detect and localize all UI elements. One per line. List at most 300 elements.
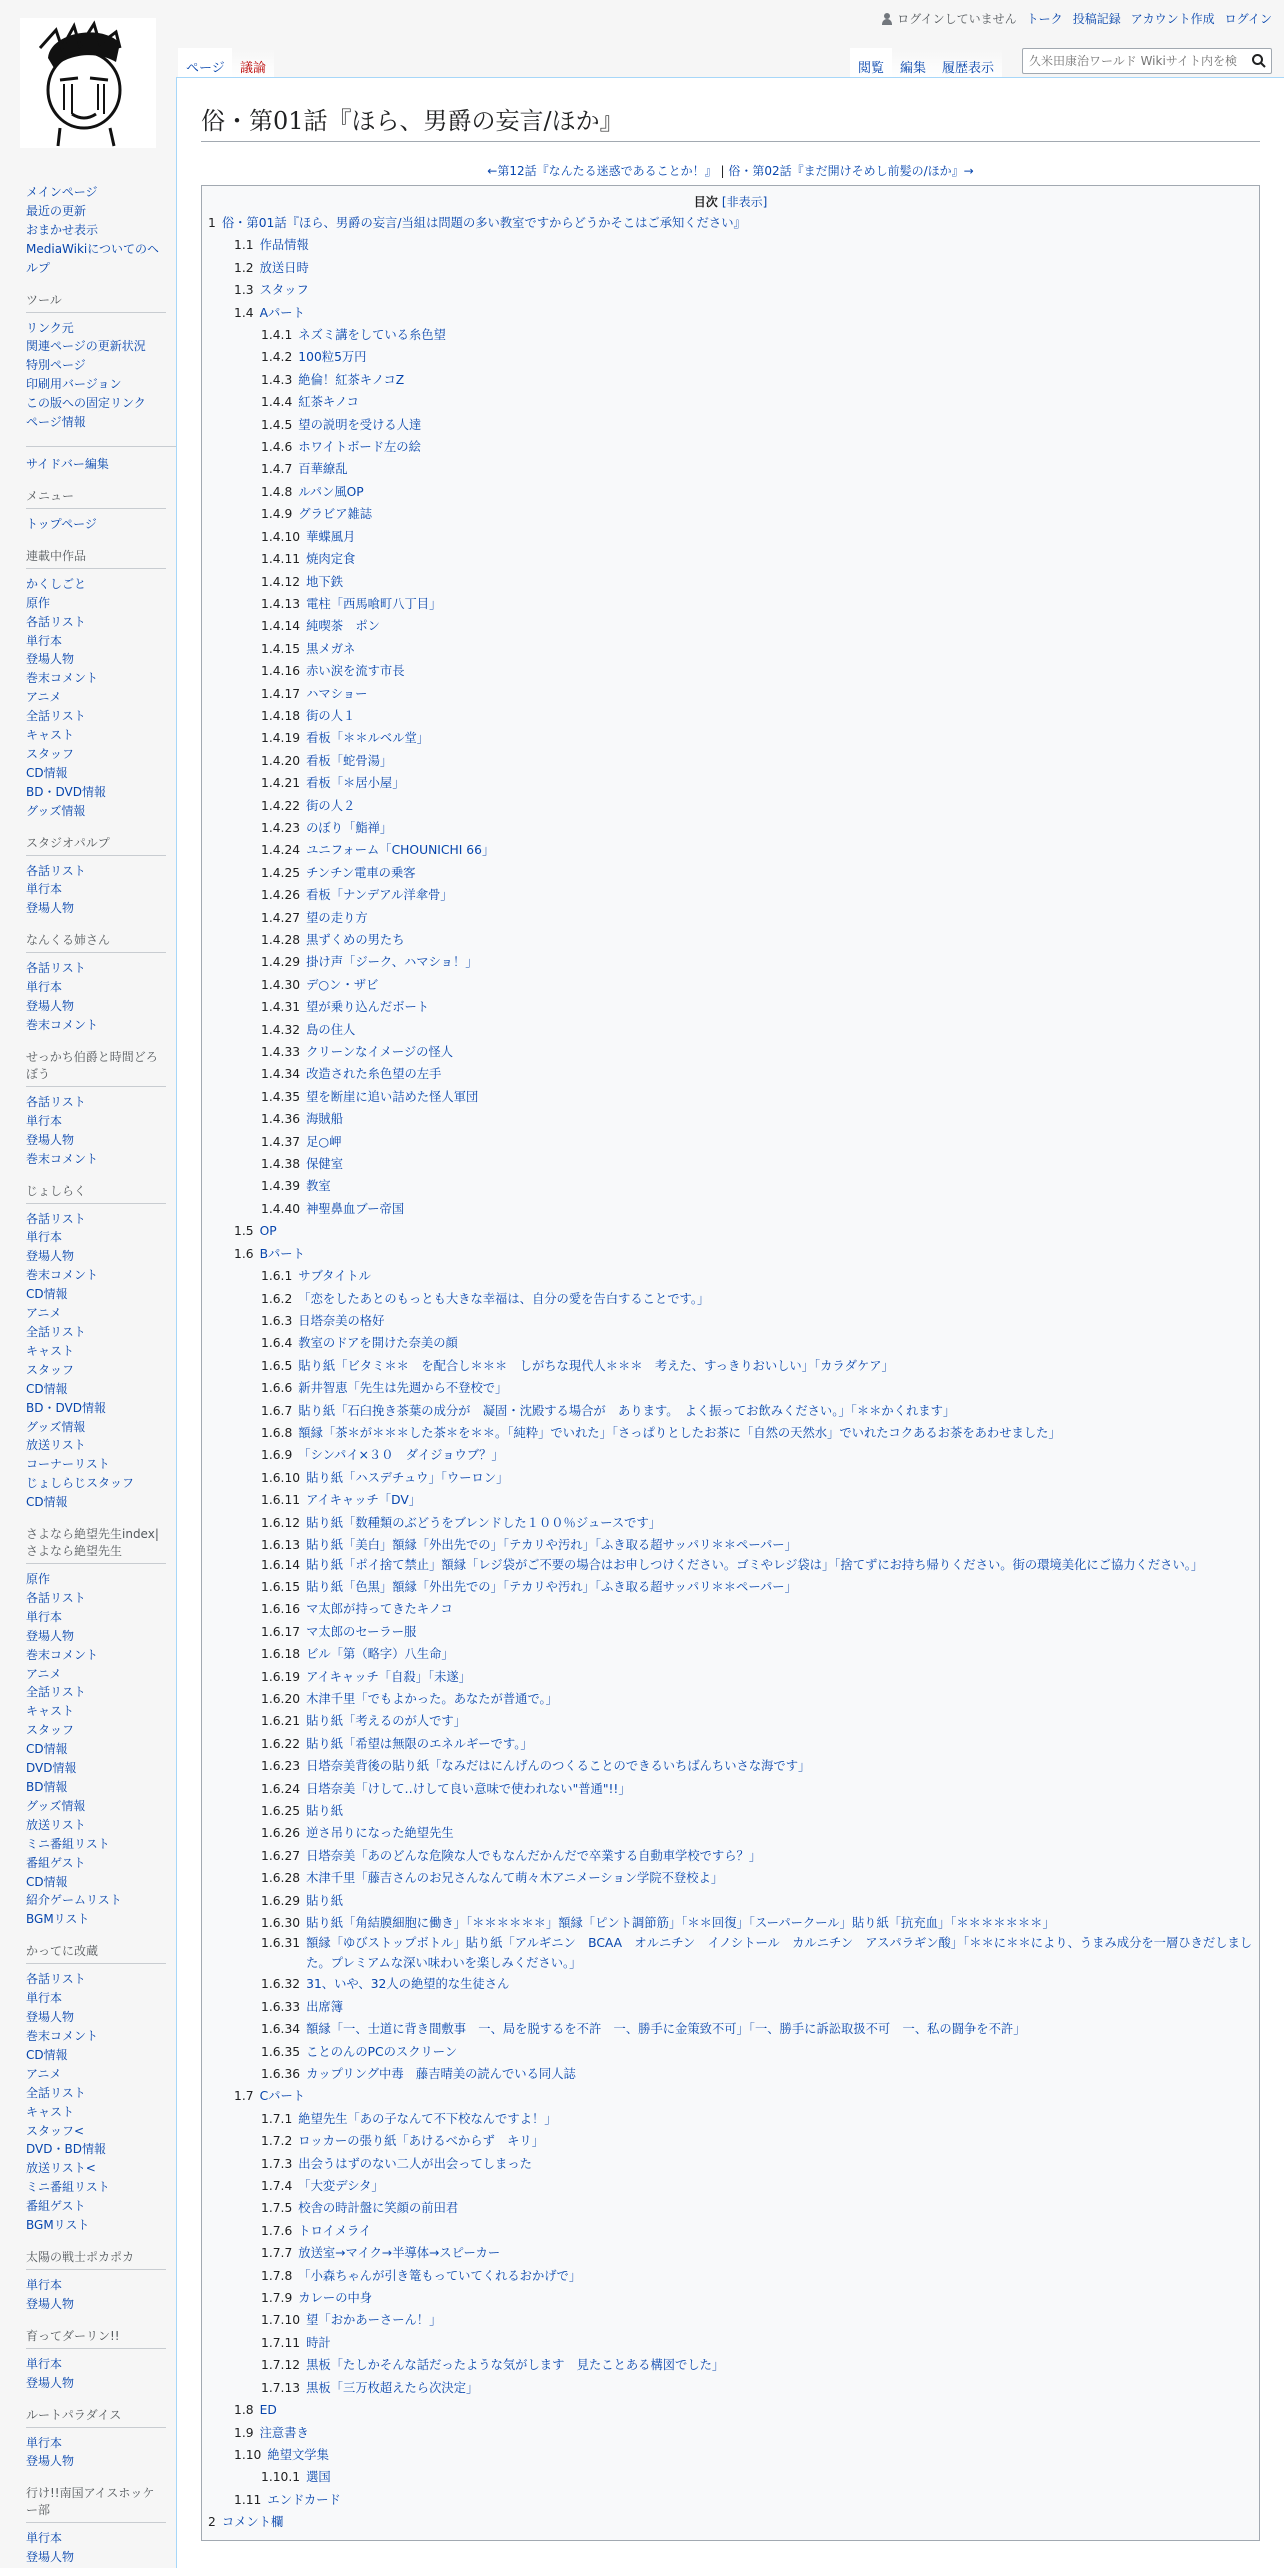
toc-link[interactable]	[261, 731, 429, 745]
toc-link[interactable]	[261, 373, 404, 387]
toc-link[interactable]	[261, 1359, 894, 1373]
toc-link[interactable]	[261, 2157, 532, 2171]
sidebar-portal	[0, 488, 176, 534]
toc-link[interactable]	[261, 485, 364, 499]
sidebar-link[interactable]: CD情報	[26, 1287, 68, 1302]
toc-link[interactable]	[261, 507, 372, 521]
sidebar-link[interactable]: 登場人物	[26, 1628, 75, 1643]
toc-link[interactable]	[261, 1894, 343, 1908]
sidebar-item	[26, 2140, 166, 2159]
toc-number: 1.6.28	[261, 1871, 301, 1886]
site-logo[interactable]	[20, 18, 156, 148]
sidebar-portal	[0, 932, 176, 1035]
toc-number: 1.6.1	[261, 1269, 293, 1284]
toc-link[interactable]	[261, 2470, 331, 2484]
toc-link[interactable]	[261, 1135, 341, 1149]
sidebar-link[interactable]: 原作	[26, 1572, 51, 1587]
toc-link[interactable]	[261, 1647, 454, 1661]
toc-link[interactable]	[261, 395, 359, 409]
toc-link[interactable]	[261, 2045, 457, 2059]
toc-toggle-link[interactable]: [非表示]	[721, 195, 768, 209]
toc-link[interactable]	[261, 799, 355, 813]
toc-link[interactable]	[261, 1804, 343, 1818]
sidebar-item	[26, 959, 166, 978]
toc-number: 1.4.38	[261, 1157, 301, 1172]
toc-link[interactable]	[261, 2067, 576, 2081]
sidebar-link[interactable]: アニメ	[26, 1306, 62, 1321]
sidebar-link[interactable]: 登場人物	[26, 999, 75, 1014]
tab-page[interactable]: ページ	[178, 48, 233, 78]
sidebar-link[interactable]: 全話リスト	[26, 709, 86, 724]
sidebar-link[interactable]: スタッフ	[26, 1723, 75, 1738]
sidebar-link[interactable]: 単行本	[26, 2356, 63, 2371]
toc-number: 1.6.5	[261, 1358, 293, 1373]
toc-number: 1.1	[234, 238, 254, 253]
toc-number: 1.4.36	[261, 1112, 301, 1127]
toc-item	[208, 2085, 1253, 2107]
toc-link[interactable]	[261, 2381, 478, 2395]
create-account-link[interactable]: アカウント作成	[1130, 12, 1215, 26]
sidebar-item	[26, 413, 166, 432]
sidebar-link[interactable]: 最近の更新	[26, 203, 87, 218]
sidebar-link[interactable]: 巻末コメント	[26, 1151, 99, 1166]
toc-link[interactable]	[261, 2291, 372, 2305]
next-episode-link[interactable]: 俗・第02話『まだ開けそめし前髪の/ほか』→	[728, 164, 974, 178]
toc-link[interactable]	[261, 1314, 384, 1328]
toc-number: 1.6.31	[261, 1936, 301, 1951]
toc-link[interactable]	[261, 843, 494, 857]
toc-link[interactable]	[261, 1045, 453, 1059]
sidebar-link[interactable]: 単行本	[26, 1113, 63, 1128]
toc-text: エンドカード	[267, 2492, 341, 2507]
sidebar-link[interactable]: リンク元	[26, 320, 74, 335]
toc-link[interactable]	[261, 687, 367, 701]
sidebar-link[interactable]: 単行本	[26, 2435, 63, 2450]
toc-link[interactable]	[261, 1292, 709, 1306]
sidebar-link[interactable]: 登場人物	[26, 1132, 75, 1147]
sidebar-link[interactable]: 紹介ゲームリスト	[26, 1893, 122, 1908]
tab-discussion[interactable]: 議論	[232, 48, 274, 78]
toc-link[interactable]	[261, 2246, 500, 2260]
sidebar-link[interactable]: 巻末コメント	[26, 1018, 99, 1032]
sidebar-item	[26, 356, 166, 375]
toc-link[interactable]	[261, 1759, 810, 1773]
toc-text: 木津千里「藤吉さんのお兄さんなんて萌々木アニメーション学院不登校よ」	[306, 1871, 724, 1886]
sidebar-link[interactable]: 番組ゲスト	[26, 2199, 86, 2214]
toc-link[interactable]	[261, 552, 355, 566]
sidebar-link[interactable]: ミニ番組リスト	[26, 1836, 110, 1851]
toc-link[interactable]	[261, 440, 421, 454]
toc-link[interactable]	[261, 619, 380, 633]
toc-number: 1.4.8	[261, 484, 293, 499]
toc-link[interactable]	[261, 575, 343, 589]
toc-text: 紅茶キノコ	[298, 395, 359, 410]
toc-link[interactable]	[261, 888, 453, 902]
toc-link[interactable]	[261, 1625, 416, 1639]
toc-link[interactable]	[261, 911, 368, 925]
toc-item	[208, 369, 1253, 391]
contribs-link[interactable]: 投稿記録	[1072, 12, 1121, 26]
toc-link[interactable]	[234, 2426, 309, 2440]
sidebar-link[interactable]: キャスト	[26, 1704, 75, 1719]
toc-link[interactable]	[261, 1714, 466, 1728]
toc-link[interactable]	[261, 866, 416, 880]
search-icon[interactable]	[1251, 53, 1267, 69]
sidebar-item	[26, 1778, 166, 1797]
toc-item	[208, 907, 1253, 929]
toc-link[interactable]	[261, 1381, 507, 1395]
sidebar-item	[26, 802, 166, 821]
toc-link[interactable]	[261, 1179, 331, 1193]
sidebar-heading: スタジオパルプ	[26, 835, 166, 856]
sidebar-link[interactable]: CD情報	[26, 2047, 68, 2062]
toc-number: 1.6.15	[261, 1579, 301, 1594]
toc-link[interactable]	[261, 821, 392, 835]
sidebar-link[interactable]: スタッフ	[26, 746, 75, 761]
toc-item	[208, 1489, 1253, 1511]
sidebar-link[interactable]: トップページ	[26, 516, 97, 531]
sidebar-link[interactable]: 単行本	[26, 1991, 63, 2006]
sidebar-link[interactable]: キャスト	[26, 728, 75, 743]
sidebar-portal	[0, 1526, 176, 1929]
toc-text: ビル「第（略字）八生命」	[306, 1647, 454, 1662]
toc-link[interactable]	[261, 2358, 724, 2372]
toc-item	[208, 795, 1253, 817]
sidebar-link[interactable]: 登場人物	[26, 2296, 75, 2311]
sidebar-link[interactable]: おまかせ表示	[26, 222, 99, 237]
sidebar-link[interactable]: 全話リスト	[26, 1685, 86, 1700]
toc-link[interactable]	[261, 978, 378, 992]
toc-link[interactable]	[261, 1849, 761, 1863]
toc-link[interactable]	[261, 2201, 458, 2215]
sidebar-heading: かってに改蔵	[26, 1943, 166, 1964]
toc-link[interactable]	[261, 1336, 458, 1350]
toc-link[interactable]	[261, 530, 355, 544]
toc-link[interactable]	[261, 462, 348, 476]
toc-link[interactable]	[261, 1000, 429, 1014]
toc-item	[208, 2377, 1253, 2399]
toc-number: 1.4.33	[261, 1045, 301, 1060]
toc-item	[208, 346, 1253, 368]
toc-link[interactable]	[261, 1023, 355, 1037]
toc-number: 1.10	[234, 2447, 262, 2462]
toc-link[interactable]	[261, 350, 366, 364]
toc-item	[208, 862, 1253, 884]
toc-link[interactable]	[261, 1404, 955, 1418]
sidebar-link[interactable]: 各話リスト	[26, 1590, 86, 1605]
prev-episode-link[interactable]: ←第12話『なんたる迷惑であることか！』	[487, 164, 717, 178]
sidebar-link[interactable]: 原作	[26, 595, 51, 610]
sidebar-link[interactable]: CD情報	[26, 1495, 68, 1510]
toc-link[interactable]	[261, 2134, 544, 2148]
sidebar-link[interactable]: 放送リスト	[26, 1438, 86, 1453]
toc-link[interactable]	[261, 1556, 1203, 1576]
sidebar-link[interactable]: メインページ	[26, 185, 98, 199]
toc-text: 逆さ吊りになった絶望先生	[306, 1826, 454, 1841]
sidebar-link[interactable]: アニメ	[26, 2066, 62, 2081]
toc-link[interactable]	[261, 1916, 1055, 1930]
toc-link[interactable]	[234, 2403, 277, 2417]
toc-text: 保健室	[306, 1157, 344, 1172]
sidebar-link[interactable]: CD情報	[26, 1742, 68, 1757]
sidebar-item	[26, 1247, 166, 1266]
toc-item	[208, 884, 1253, 906]
sidebar-link[interactable]: CD情報	[26, 1381, 68, 1396]
toc-link[interactable]	[234, 2493, 341, 2507]
toc-number: 1.4.31	[261, 1000, 301, 1015]
sidebar-item	[26, 1702, 166, 1721]
toc-link[interactable]	[234, 1224, 277, 1238]
toc-number: 1.4	[234, 305, 254, 320]
toc-link[interactable]	[261, 754, 392, 768]
tab-read[interactable]: 閲覧	[850, 48, 892, 78]
toc-link[interactable]	[261, 933, 405, 947]
toc-text: 貼り紙	[306, 1893, 344, 1908]
toc-link[interactable]	[261, 2022, 1026, 2036]
talk-link[interactable]: トーク	[1026, 12, 1063, 26]
toc-link[interactable]	[261, 1090, 478, 1104]
sidebar-link[interactable]: 単行本	[26, 882, 63, 897]
toc-link[interactable]	[261, 2000, 343, 2014]
sidebar-item	[26, 1150, 166, 1169]
sidebar-link[interactable]: CD情報	[26, 1874, 68, 1889]
toc-link[interactable]	[261, 2336, 331, 2350]
sidebar-item	[26, 707, 166, 726]
toc-link[interactable]	[261, 955, 478, 969]
toc-text: コメント欄	[221, 2515, 284, 2530]
toc-number: 1.7.10	[261, 2313, 301, 2328]
toc-link[interactable]	[261, 1112, 343, 1126]
sidebar-link[interactable]: BD・DVD情報	[26, 784, 106, 799]
sidebar-link[interactable]: 各話リスト	[26, 863, 86, 878]
toc-link[interactable]	[261, 1067, 441, 1081]
sidebar-link[interactable]: アニメ	[26, 1666, 62, 1681]
tab-history[interactable]: 履歴表示	[934, 48, 1002, 78]
toc-item	[208, 1710, 1253, 1732]
toc-item	[208, 302, 1253, 324]
sidebar-heading: ルートパラダイス	[26, 2407, 166, 2428]
toc-item	[208, 212, 1253, 234]
toc-link[interactable]	[261, 1782, 631, 1796]
sidebar-link[interactable]: 巻末コメント	[26, 1647, 99, 1662]
sidebar-item	[26, 862, 166, 881]
toc-link[interactable]	[234, 261, 309, 275]
sidebar-link[interactable]: スタッフ<	[26, 2123, 85, 2138]
toc-number: 1.6.4	[261, 1336, 293, 1351]
toc-link[interactable]	[261, 2179, 384, 2193]
sidebar-link[interactable]: BD・DVD情報	[26, 1400, 106, 1415]
toc-title	[208, 194, 1253, 210]
toc-link[interactable]	[261, 642, 355, 656]
toc-link[interactable]	[261, 328, 446, 342]
toc-item	[208, 1733, 1253, 1755]
toc-link[interactable]	[261, 597, 441, 611]
toc-number: 1	[208, 216, 216, 230]
sidebar-link[interactable]: 単行本	[26, 980, 63, 995]
toc-item	[208, 1912, 1253, 1934]
toc-item	[208, 2018, 1253, 2040]
sidebar-item	[26, 764, 166, 783]
toc-link[interactable]	[261, 2269, 581, 2283]
toc-link[interactable]	[261, 1538, 797, 1552]
sidebar-heading: 太陽の戦士ポカポカ	[26, 2249, 166, 2270]
sidebar-link[interactable]: 各話リスト	[26, 614, 86, 629]
toc-text: 貼り紙「石臼挽き茶葉の成分が 凝固・沈殿する場合が あります。 よく振ってお飲みください。」「＊＊かくれます」	[298, 1403, 956, 1418]
toc-link[interactable]	[261, 1269, 371, 1283]
toc-link[interactable]	[208, 216, 746, 230]
sidebar-link[interactable]: 関連ページの更新状況	[26, 339, 146, 354]
sidebar-link[interactable]: かくしごと	[26, 576, 87, 591]
sidebar-link[interactable]: グッズ情報	[26, 1419, 86, 1434]
toc-text: アイキャッチ「自殺」「未遂」	[306, 1669, 472, 1684]
sidebar-link[interactable]: 単行本	[26, 1609, 63, 1624]
toc-link[interactable]	[261, 418, 421, 432]
sidebar-link[interactable]: 登場人物	[26, 1249, 75, 1264]
sidebar-link[interactable]: 登場人物	[26, 652, 75, 667]
toc-link[interactable]	[261, 1692, 558, 1706]
sidebar-item	[26, 2084, 166, 2103]
sidebar-link[interactable]: サイドバー編集	[26, 456, 109, 471]
sidebar-item	[26, 221, 166, 240]
sidebar-link[interactable]: 各話リスト	[26, 1211, 86, 1226]
sidebar-link[interactable]: コーナーリスト	[26, 1457, 110, 1472]
toc-number: 1.4.18	[261, 708, 301, 723]
toc-link[interactable]	[261, 1516, 661, 1530]
sidebar-link[interactable]: 単行本	[26, 1230, 63, 1245]
sidebar-link[interactable]: 巻末コメント	[26, 1268, 99, 1283]
sidebar-link[interactable]: キャスト	[26, 1343, 75, 1358]
sidebar-link[interactable]: 登場人物	[26, 2550, 75, 2565]
sidebar-list	[26, 2434, 166, 2472]
sidebar-link[interactable]: 各話リスト	[26, 1972, 86, 1987]
toc-link[interactable]	[261, 1602, 453, 1616]
sidebar-link[interactable]: 単行本	[26, 2277, 63, 2292]
toc-link[interactable]	[234, 283, 309, 297]
toc-link[interactable]	[261, 1737, 533, 1751]
sidebar-link[interactable]: この版への固定リンク	[26, 396, 146, 411]
toc-link[interactable]	[261, 1871, 723, 1885]
sidebar-link[interactable]: 巻末コメント	[26, 671, 99, 686]
sidebar-link[interactable]: 特別ページ	[26, 358, 86, 373]
tab-edit[interactable]: 編集	[892, 48, 934, 78]
toc-link[interactable]	[261, 776, 405, 790]
sidebar-link[interactable]: 印刷用バージョン	[26, 377, 122, 392]
sidebar-link[interactable]: 登場人物	[26, 2375, 75, 2390]
sidebar-link[interactable]: 番組ゲスト	[26, 1855, 86, 1870]
sidebar-item	[26, 1989, 166, 2008]
toc-link[interactable]	[261, 664, 405, 678]
sidebar-link[interactable]: 登場人物	[26, 2010, 75, 2025]
toc-link[interactable]	[261, 1580, 797, 1594]
sidebar-link[interactable]: DVD・BD情報	[26, 2142, 106, 2157]
toc-item	[208, 1332, 1253, 1354]
sidebar-item	[26, 2159, 166, 2178]
sidebar-link[interactable]: 放送リスト	[26, 1817, 86, 1832]
toc-number: 1.6.32	[261, 1977, 301, 1992]
toc-link[interactable]	[261, 1670, 471, 1684]
toc-item	[208, 1175, 1253, 1197]
toc-link[interactable]	[234, 2089, 305, 2103]
sidebar-link[interactable]: BGMリスト	[26, 2218, 90, 2233]
sidebar-link[interactable]: 登場人物	[26, 2454, 75, 2469]
toc-link[interactable]	[261, 2112, 557, 2126]
sidebar-link[interactable]: BD情報	[26, 1780, 68, 1794]
sidebar-item	[26, 337, 166, 356]
toc-link[interactable]	[234, 2448, 329, 2462]
sidebar-link[interactable]: 放送リスト<	[26, 2161, 96, 2176]
toc-link[interactable]	[261, 1426, 1061, 1440]
toc-text: 木津千里「でもよかった。あなたが普通で。」	[306, 1691, 558, 1706]
table-of-contents	[201, 185, 1260, 2541]
toc-text: ハマショー	[306, 686, 368, 701]
toc-link[interactable]	[261, 1448, 504, 1462]
sidebar-link[interactable]: DVD情報	[26, 1761, 77, 1776]
page-title: 俗・第01話『ほら、男爵の妄言/ほか』	[201, 103, 1260, 142]
toc-text: 出会うはずのない二人が出会ってしまった	[298, 2156, 532, 2171]
toc-link[interactable]	[261, 1471, 508, 1485]
sidebar-link[interactable]: スタッフ	[26, 1362, 75, 1377]
sidebar-link[interactable]: グッズ情報	[26, 1798, 86, 1813]
sidebar-link[interactable]: 単行本	[26, 2531, 63, 2546]
sidebar-link[interactable]: 各話リスト	[26, 1094, 86, 1109]
toc-link[interactable]	[261, 709, 355, 723]
toc-text: ルパン風OP	[298, 484, 364, 499]
toc-link[interactable]	[261, 1977, 509, 1991]
sidebar-link[interactable]: キャスト	[26, 2104, 75, 2119]
toc-link[interactable]	[261, 2313, 441, 2327]
toc-link[interactable]	[261, 1826, 454, 1840]
sidebar-link[interactable]: グッズ情報	[26, 803, 86, 818]
sidebar-link[interactable]: 全話リスト	[26, 2085, 86, 2100]
sidebar-link[interactable]: じょしらじスタッフ	[26, 1476, 135, 1491]
toc-link[interactable]	[234, 238, 309, 252]
toc-toggle[interactable]	[722, 195, 767, 209]
sidebar-item	[26, 2103, 166, 2122]
toc-item	[208, 2153, 1253, 2175]
toc-link[interactable]	[261, 2224, 371, 2238]
sidebar-link[interactable]: CD情報	[26, 765, 68, 780]
toc-link[interactable]	[234, 306, 305, 320]
search-input[interactable]	[1023, 49, 1243, 73]
sidebar-heading: さよなら絶望先生index|さよなら絶望先生	[26, 1526, 166, 1564]
toc-link[interactable]	[234, 1247, 305, 1261]
login-link[interactable]: ログイン	[1224, 12, 1272, 26]
sidebar-link[interactable]: 登場人物	[26, 901, 75, 916]
toc-link[interactable]	[261, 1202, 404, 1216]
toc-text: OP	[259, 1224, 277, 1239]
toc-link[interactable]	[261, 1934, 1253, 1973]
toc-number: 1.7.5	[261, 2201, 293, 2216]
toc-link[interactable]	[208, 2515, 283, 2529]
toc-number: 1.4.17	[261, 686, 301, 701]
sidebar-link[interactable]: ページ情報	[26, 415, 86, 430]
toc-text: 貼り紙「考えるのが人です」	[306, 1714, 466, 1729]
toc-item	[208, 1778, 1253, 1800]
sidebar-link[interactable]: 巻末コメント	[26, 2028, 99, 2043]
toc-item	[208, 1019, 1253, 1041]
sidebar-link[interactable]: 全話リスト	[26, 1324, 86, 1339]
sidebar-link[interactable]: 単行本	[26, 633, 63, 648]
toc-link[interactable]	[261, 1493, 421, 1507]
toc-link[interactable]	[261, 1157, 343, 1171]
sidebar-item	[26, 183, 166, 202]
sidebar-link[interactable]: アニメ	[26, 690, 62, 705]
sidebar-link[interactable]: MediaWikiについてのヘルプ	[26, 241, 160, 275]
sidebar-link[interactable]: 各話リスト	[26, 961, 86, 976]
sidebar-link[interactable]: ミニ番組リスト	[26, 2180, 110, 2195]
toc-number: 1.6.14	[261, 1558, 301, 1573]
sidebar-link[interactable]: BGMリスト	[26, 1912, 90, 1927]
